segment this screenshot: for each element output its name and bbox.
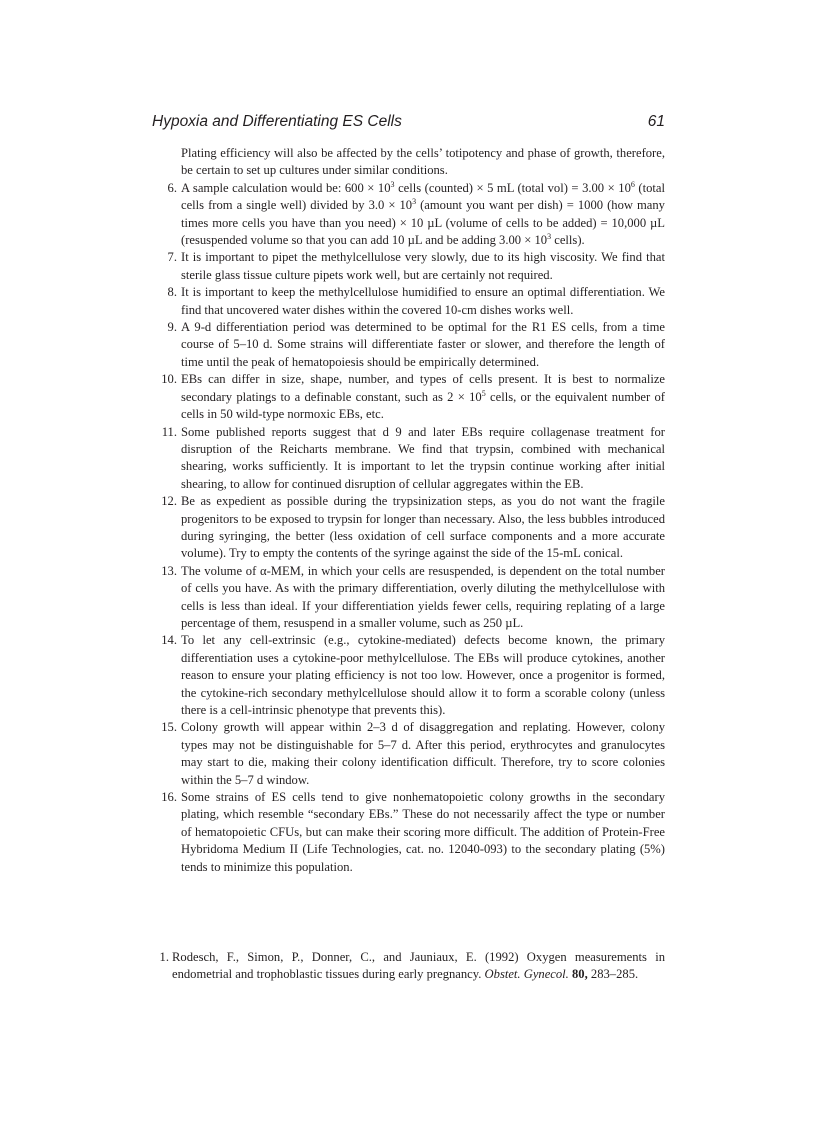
superscript: 6: [630, 179, 635, 189]
note-text: cells, or the equivalent number of cells in 50 wild-type normoxic EBs, etc.: [181, 389, 665, 422]
references-list: [152, 949, 665, 984]
note-text: Be as expedient as possible during the trypsinization steps, as you do not want the fragile progenitors to be exposed to trypsin for longer than necessary. Also, the less bubbles introduced during syringing, the better (less oxidation of cell surface components and a more accurate volume). Try to empty the contents of the syringe against the side of the 15-mL conical.: [181, 494, 665, 561]
note-continuation: [152, 145, 665, 180]
note-text: The volume of α-MEM, in which your cells are resuspended, is dependent on the total number of cells you have. As with the primary differentiation, overly diluting the methylcellulose with cells is less than ideal. If your differentiation yields fewer cells, requiring replating of a large percentage of them, resuspend in a smaller volume, such as 250 µL.: [181, 563, 665, 630]
reference-pages: 283–285.: [590, 967, 639, 982]
reference-journal: Obstet. Gynecol.: [484, 967, 569, 982]
note-text: Some strains of ES cells tend to give nonhematopoietic colony growths in the secondary plating, which resemble “secondary EBs.” These do not necessarily affect the type or number of hematopoietic CFUs, but can make their scoring more difficult. The addition of Protein-Free Hybridoma Medium II (Life Technologies, cat. no. 12040-093) to the secondary plating (5%) tends to minimize this population.: [181, 790, 665, 874]
superscript: 3: [390, 179, 395, 189]
superscript: 3: [547, 232, 552, 242]
note-text: Plating efficiency will also be affected by the cells’ totipotency and phase of growth, therefore, be certain to set up cultures under similar conditions.: [181, 146, 665, 178]
note-number: 13.: [161, 563, 177, 578]
note-number: 10.: [161, 372, 177, 387]
note-text: Colony growth will appear within 2–3 d of disaggregation and replating. However, colony types may not be distinguishable for 5–7 d. After this period, erythrocytes and granulocytes may start to die, making their colony identification difficult. Therefore, try to score colonies within the 5–7 d window.: [181, 720, 665, 787]
note-text: A sample calculation would be: 600 × 10: [181, 180, 391, 195]
note-number: 8.: [167, 285, 177, 300]
note-number: 15.: [161, 720, 177, 735]
note-15: [152, 719, 665, 789]
reference-1: [152, 949, 665, 984]
note-14: [152, 632, 665, 719]
note-7: [152, 249, 665, 284]
note-text: cells (counted) × 5 mL (total vol) = 3.00 × 10: [394, 180, 631, 195]
running-header: [152, 113, 665, 135]
note-8: [152, 284, 665, 319]
note-text: cells).: [551, 233, 585, 248]
note-16: [152, 789, 665, 876]
reference-volume: 80,: [572, 967, 588, 982]
note-text: It is important to pipet the methylcellulose very slowly, due to its high viscosity. We find that sterile glass tissue culture pipets work well, but are certainly not required.: [181, 250, 665, 282]
note-text: (amount you want per dish) = 1000 (how many times more cells you have than you need) × 10 µL (volume of cells to be added) = 10,000 µL (resuspended volume so that you can add 10 µL and be adding 3.00 × 10: [181, 198, 665, 248]
note-6: [152, 180, 665, 250]
note-number: 7.: [167, 250, 177, 265]
note-number: 6.: [167, 180, 177, 195]
note-number: 16.: [161, 790, 177, 805]
notes-list: [152, 145, 665, 876]
note-number: 12.: [161, 494, 177, 509]
reference-number: 1.: [159, 950, 169, 964]
superscript: 5: [481, 388, 486, 398]
running-title: Hypoxia and Differentiating ES Cells: [152, 113, 402, 130]
note-number: 9.: [167, 320, 177, 335]
reference-authors: Rodesch, F., Simon, P., Donner, C., and Jauniaux, E. (1992) Oxygen measurements in endometrial and trophoblastic tissues during early pregnancy.: [172, 950, 665, 982]
note-text: (total cells from a single well) divided by 3.0 × 10: [181, 180, 665, 213]
note-12: [152, 493, 665, 563]
note-11: [152, 424, 665, 494]
note-text: Some published reports suggest that d 9 and later EBs require collagenase treatment for disruption of the Reicharts membrane. We find that trypsin, combined with mechanical shearing, works sufficiently. It is important to let the trypsin continue working after initial shearing, to allow for continued disruption of cellular aggregates within the EB.: [181, 424, 665, 491]
note-number: 14.: [161, 633, 177, 648]
page-number: 61: [647, 113, 665, 130]
note-text: It is important to keep the methylcellulose humidified to ensure an optimal differentiation. We find that uncovered water dishes within the covered 10-cm dishes works well.: [181, 285, 665, 317]
note-9: [152, 319, 665, 371]
note-number: 11.: [161, 424, 177, 439]
note-13: [152, 563, 665, 633]
note-text: To let any cell-extrinsic (e.g., cytokine-mediated) defects become known, the primary differentiation uses a cytokine-poor methylcellulose. The EBs will produce cytokines, another reason to ensure your plating efficiency is not too low. However, once a progenitor is formed, the cytokine-rich secondary methylcellulose should allow it to form a scorable colony (unless there is a cell-intrinsic phenotype that prevents this).: [181, 633, 665, 717]
note-10: [152, 371, 665, 423]
superscript: 3: [412, 197, 417, 207]
note-text: A 9-d differentiation period was determined to be optimal for the R1 ES cells, from a time course of 5–10 d. Some strains will differentiate faster or slower, and therefore the length of time until the peak of hematopoiesis should be empirically determined.: [181, 320, 665, 369]
note-text: EBs can differ in size, shape, number, and types of cells present. It is best to normalize secondary platings to a definable constant, such as 2 × 10: [181, 372, 665, 404]
